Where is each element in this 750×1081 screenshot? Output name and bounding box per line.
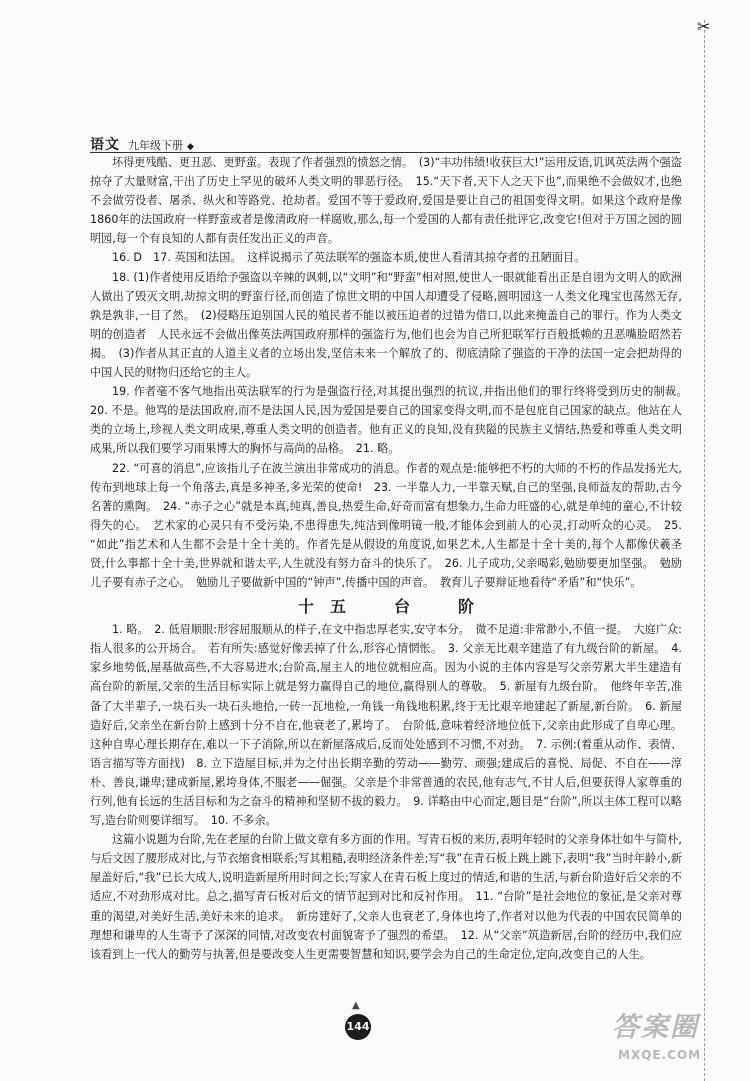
watermark-logo — [612, 1010, 742, 1076]
watermark-url: MXQE.COM — [618, 1048, 702, 1062]
watermark-title: 答案圈 — [612, 1012, 699, 1043]
answer-paragraph: 1. 略。 2. 低眉顺眼:形容屈服顺从的样子,在文中指忠厚老实,安守本分。 微不足道:非常渺小,不值一提。 大庭广众:指人很多的公开场合。 若有所失:感觉好像丢掉了什么,形容心情惘怅。 3. 父亲无比艰辛建造了有九级台阶的新屋。 4. 家乡地势低,屋基做高些,不大容易进水;台阶高,屋主人的地位就相应高。因为小说的主体内容是写父亲劳累大半生建造有高台阶的新屋,父亲的生活目标实际上就是努力赢得自己的地位,赢得别人的尊敬。 5. 新屋有九级台阶。 他终年辛苦,准备了大半辈子,一块石头一块石头地拾,一砖一瓦地检,一角钱一角钱地积累,终于无比艰辛地建起了新屋,新台阶。 6. 新屋造好后,父亲坐在新台阶上感到十分不自在,他衰老了,累垮了。 台阶低,意味着经济地位低下,父亲由此形成了自卑心理。这种自卑心理长期存在,难以一下子消除,所以在新屋落成后,反而处处感到不习惯,不对劲。 7. 示例:(着重从动作、表情、语言描写等方面找) 8. 立下造屋目标,并为之付出长期辛勤的劳动——勤劳、顽强;建成后的喜悦、局促、不自在——淳朴、善良,谦卑;建成新屋,累垮身体,不服老——倔强。父亲是个非常普通的农民,他有志气,不甘人后,但要获得人家尊重的行列,他有长远的生活目标和为之奋斗的精神和坚韧不拔的毅力。 9. 详略由中心而定,题目是“台阶”,所以主体工程可以略写,造台阶则要详细写。 10. 不多余。 — [90, 623, 682, 828]
answer-paragraph: 坏得更残酷、更丑恶、更野蛮。表现了作者强烈的愤怒之情。 (3)“丰功伟绩!收获巨大!”运用反语,讥讽英法两个强盗掠夺了大量财富,干出了历史上罕见的破坏人类文明的罪恶行径。 15.“天下者,天下人之天下也”,而果绝不会做奴才,也绝不会做劳役者、屠杀、纵火和等路党、抢劫者。爱国不等于爱政府,爱国是要让自己的祖国变得文明。如果这个政府是像1860年的法国政府一样野蛮或者是像清政府一样腐败,那么,每一个爱国的人都有责任批评它,改变它!但对于万国之园的圆明园,每一个有良知的人都有责任发出正义的声音。 — [90, 156, 682, 246]
answer-paragraph: 18. (1)作者使用反语给予强盗以辛辣的讽刺,以“文明”和“野蛮”相对照,使世人一眼就能看出正是自诩为文明人的欧洲人做出了毁灭文明,劫掠文明的野蛮行径,而创造了惊世文明的中国人却遭受了侵略,圆明园这一人类文化瑰宝也荡然无存,孰是孰非,一目了然。 (2)侵略压迫别国人民的殖民者不能以被压迫者的过错为借口,以此来掩盖自己的罪行。作为人类文明的创造者 人民永远不会做出像英法两国政府那样的强盗行为,他们也会为自己所犯联军行百般抵赖的丑恶嘴脸昭然若揭。 (3)作者从其正直的人道主义者的立场出发,坚信未来一个解放了的、彻底清除了强盗的干净的法国一定会把劫得的中国人民的财物归还给它的主人。 — [90, 270, 682, 380]
page-number: 144 — [345, 1014, 371, 1040]
grade-label: 九年级下册 — [128, 139, 183, 152]
answer-paragraph: 16. D 17. 英国和法国。 这样说揭示了英法联军的强盗本质,使世人看清其掠夺者的丑陋面目。 — [112, 251, 586, 265]
answer-paragraph: 22. “可喜的消息”,应该指儿子在波兰演出非常成功的消息。作者的观点是:能够把不朽的大师的不朽的作品发扬光大,传布到地球上每一个角落去,真是多神圣,多光荣的使命! 23. 一半靠人力,一半靠天赋,自己的坚强,良师益友的帮助,古今名著的熏陶。 24. “赤子之心”就是本真,纯真,善良,热爱生命,好奇而富有想象力,生命力旺盛的心,就是单纯的童心,不计较得失的心。 艺术家的心灵只有不受污染,不患得患失,纯洁到像明镜一般,才能体会到前人的心灵,打动听众的心灵。 25. “如此”指艺术和人生都不会是十全十美的。作者先是从假设的角度说,如果艺术,人生都是十全十美的,每个人都像伏羲圣贤,什么事都十全十美,世界就和谐太平,人生就没有努力奋斗的快乐了。 26. 儿子成功,父亲喝彩,勉励要更加坚强。 勉励儿子要有赤子之心。 勉励儿子要做新中国的“钟声”,传播中国的声音。 教育儿子要辩证地看待“矛盾”和“快乐”。 — [90, 461, 682, 590]
answer-content — [90, 153, 694, 964]
cut-line — [704, 20, 705, 1081]
subject-label: 语文 — [90, 137, 120, 153]
answer-paragraph: 这篇小说题为台阶,先在老屋的台阶上做文章有多方面的作用。写青石板的来历,表明年轻时的父亲身体壮如牛与简朴,与后文因了腰形成对比,与节衣缩食相联系;写其粗糙,表明经济条件差;写“我”在青石板上跳上跳下,表明“我”当时年龄小,新屋盖好后,“我”已长大成人,说明造新屋所用时间之长;写家人在青石板上度过的情适,和谐的生活,与新台阶造好后父亲的不适应,不对劲形成对比。总之,描写青石板对后文的情节起到对比和反衬作用。 11. “台阶”是社会地位的象征,是父亲对尊重的渴望,对美好生活,美好未来的追求。 新房建好了,父亲人也衰老了,身体也垮了,作者对以他为代表的中国农民简单的理想和谦卑的人生寄予了深深的同情,对改变农村面貌寄予了强烈的希望。 12. 从“父亲”筑造新居,台阶的经历中,我们应该看到上一代人的勤劳与执著,但是要改变人生更需要智慧和知识,要学会为自己的生命定位,定向,改变自己的人生。 — [90, 833, 682, 961]
scissors-icon: ✂ — [697, 17, 711, 36]
diamond-icon: ◆ — [187, 142, 194, 152]
page-number-mark: ▲ — [352, 1000, 360, 1011]
section-title: 十五 台 阶 — [297, 597, 490, 617]
answer-paragraph: 19. 作者毫不客气地指出英法联军的行为是强盗行径,对其提出强烈的抗议,并指出他们的罪行终将受到历史的制裁。 20. 不是。他骂的是法国政府,而不是法国人民,因为爱国是要自己的国家变得文明,而不是包庇自己国家的缺点。他站在人类的立场上,珍视人类文明成果,尊重人类文明的创造者。他有正义的良知,没有狭隘的民族主义情结,热爱和尊重人类文明成果,所以我们要学习雨果博大的胸怀与高尚的品格。 21. 略。 — [90, 385, 694, 456]
